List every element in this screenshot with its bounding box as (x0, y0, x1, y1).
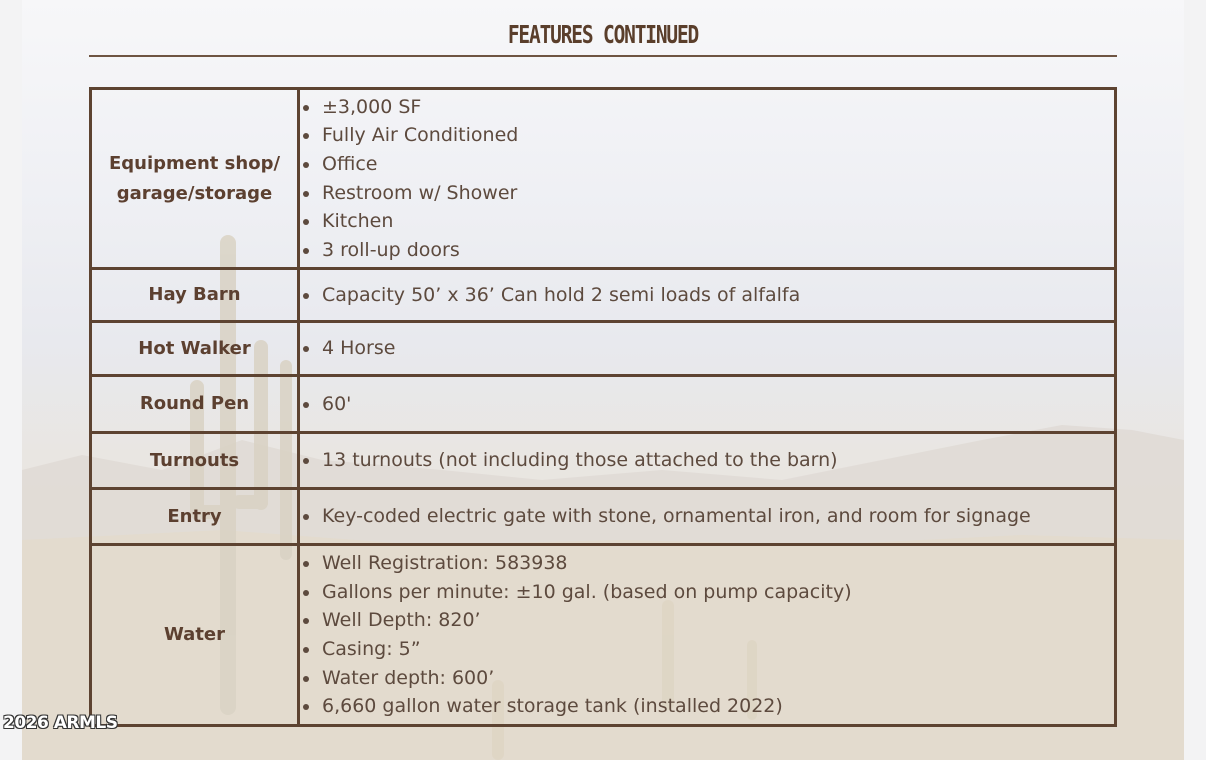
table-row-round-pen (91, 376, 1116, 433)
table-row-hay-barn (91, 269, 1116, 322)
features-table (89, 87, 1117, 727)
section-heading: FEATURES CONTINUED (507, 20, 699, 49)
row-values (299, 376, 1116, 433)
bullet-list (300, 446, 1114, 475)
list-item: 60' (300, 390, 1114, 419)
table-row-entry (91, 489, 1116, 545)
list-item: 6,660 gallon water storage tank (installed 2022) (300, 692, 1114, 721)
list-item: Gallons per minute: ±10 gal. (based on pump capacity) (300, 578, 1114, 607)
list-item: 4 Horse (300, 334, 1114, 363)
list-item: Fully Air Conditioned (300, 121, 1114, 150)
row-values (299, 269, 1116, 322)
row-values (299, 89, 1116, 269)
list-item: Well Depth: 820’ (300, 606, 1114, 635)
row-values (299, 489, 1116, 545)
bullet-list (300, 390, 1114, 419)
row-label: Round Pen (91, 376, 299, 433)
row-label: Equipment shop/ garage/storage (91, 89, 299, 269)
list-item: Office (300, 150, 1114, 179)
row-label: Hay Barn (91, 269, 299, 322)
bullet-list (300, 334, 1114, 363)
bullet-list (300, 549, 1114, 721)
row-values (299, 322, 1116, 376)
table-row-hot-walker (91, 322, 1116, 376)
row-label: Entry (91, 489, 299, 545)
row-label: Hot Walker (91, 322, 299, 376)
list-item: Capacity 50’ x 36’ Can hold 2 semi loads of alfalfa (300, 281, 1114, 310)
page-margin-right (1184, 0, 1206, 760)
list-item: Key-coded electric gate with stone, ornamental iron, and room for signage (300, 502, 1114, 531)
list-item: Kitchen (300, 207, 1114, 236)
row-label: Turnouts (91, 433, 299, 489)
heading-underline (89, 55, 1117, 57)
list-item: 3 roll-up doors (300, 236, 1114, 265)
list-item: Well Registration: 583938 (300, 549, 1114, 578)
list-item: Water depth: 600’ (300, 664, 1114, 693)
table-row-turnouts (91, 433, 1116, 489)
list-item: Restroom w/ Shower (300, 179, 1114, 208)
mls-watermark: 2026 ARMLS (3, 713, 118, 733)
bullet-list (300, 93, 1114, 265)
page-margin-left (0, 0, 22, 760)
row-label: Water (91, 545, 299, 726)
list-item: 13 turnouts (not including those attached to the barn) (300, 446, 1114, 475)
row-values (299, 545, 1116, 726)
bullet-list (300, 281, 1114, 310)
row-values (299, 433, 1116, 489)
table-row-equipment-shop (91, 89, 1116, 269)
list-item: Casing: 5” (300, 635, 1114, 664)
bullet-list (300, 502, 1114, 531)
list-item: ±3,000 SF (300, 93, 1114, 122)
table-row-water (91, 545, 1116, 726)
